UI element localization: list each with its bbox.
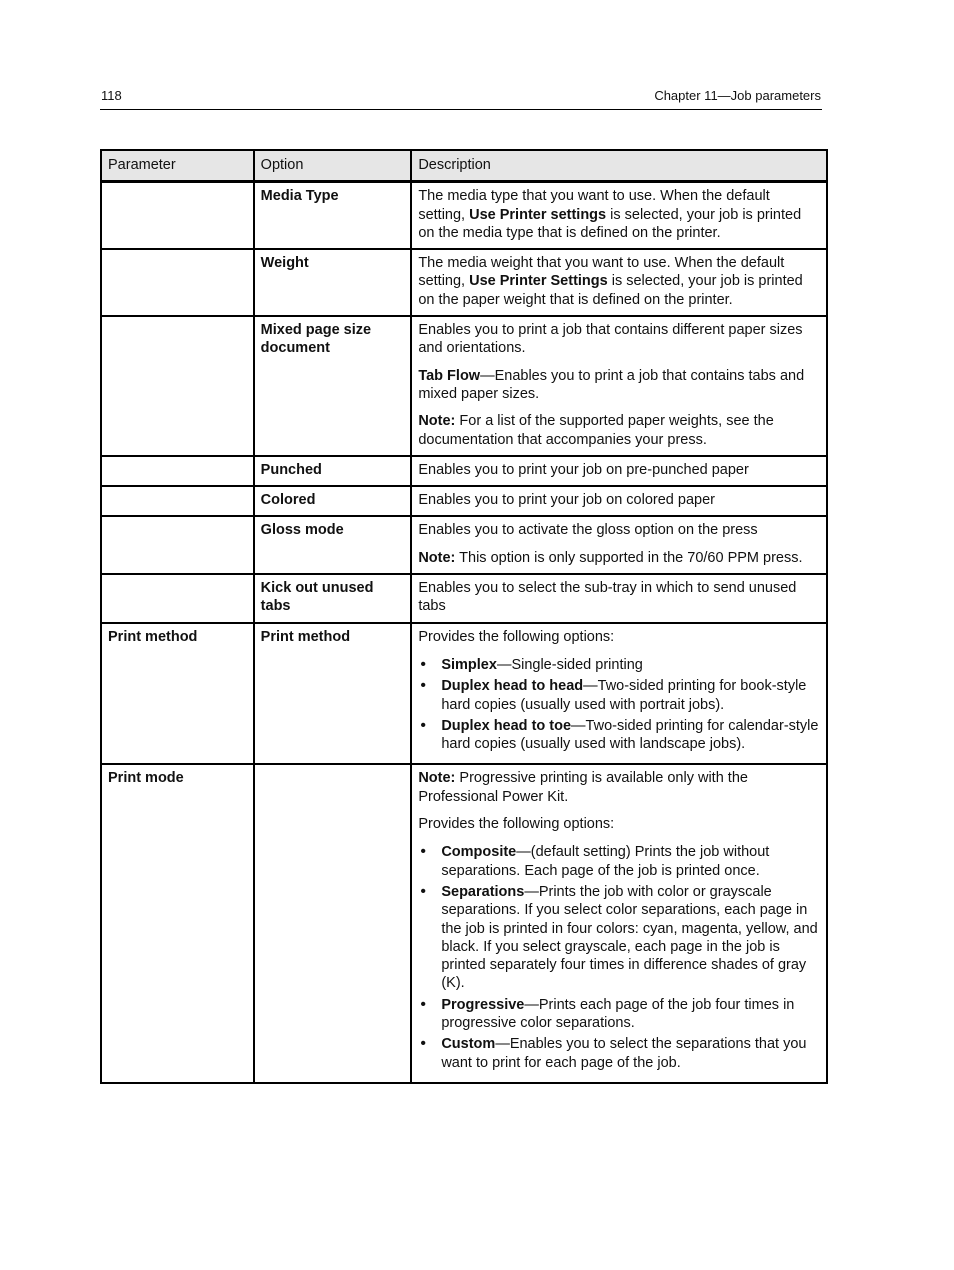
chapter-title: Chapter 11—Job parameters [654,88,821,103]
option-name: Composite [441,844,517,861]
parameter-cell [101,456,254,486]
description-cell [411,516,827,574]
column-header-parameter: Parameter [101,150,254,182]
column-header-description: Description [411,150,827,182]
table-row [101,516,827,574]
note-text: This option is only supported in the 70/60 PPM press. [455,549,803,566]
column-header-option: Option [254,150,412,182]
description-text: Enables you to print a job that contains different paper sizes and orientations. [418,322,803,357]
description-cell [411,182,827,249]
options-list [418,656,820,753]
table-row [101,486,827,516]
description-bold: Use Printer settings [469,206,607,223]
option-name: Simplex [441,656,497,673]
description-cell [411,316,827,456]
option-cell: Mixed page size document [254,316,412,456]
option-name: Separations [441,883,525,900]
option-text: —Enables you to select the separations that you want to print for each page of the job. [441,1036,807,1071]
options-intro: Provides the following options: [418,816,615,833]
description-cell [411,249,827,316]
parameter-cell [101,182,254,249]
option-name: Progressive [441,996,525,1013]
job-parameters-table [100,149,828,1084]
description-cell: Enables you to select the sub-tray in which to send unused tabs [411,574,827,623]
page-number: 118 [101,88,122,103]
option-name: Custom [441,1036,496,1053]
list-item [418,677,820,714]
parameter-cell [101,249,254,316]
option-cell: Gloss mode [254,516,412,574]
description-text: Enables you to activate the gloss option on the press [418,522,758,539]
option-text: —Prints each page of the job four times in progressive color separations. [441,996,795,1031]
note-label: Note: [418,549,456,566]
parameter-cell [101,486,254,516]
note-label: Note: [418,770,456,787]
option-name: Duplex head to toe [441,717,572,734]
note-text: For a list of the supported paper weights, see the documentation that accompanies your press. [418,413,774,448]
option-text: —Single-sided printing [496,656,643,673]
description-cell: Enables you to print your job on pre-punched paper [411,456,827,486]
table-row [101,316,827,456]
parameter-cell [101,574,254,623]
table-row [101,249,827,316]
tab-flow-label: Tab Flow [418,367,481,384]
description-text: is selected, your job is printed on the paper weight that is defined on the printer. [418,273,803,308]
description-cell: Enables you to print your job on colored paper [411,486,827,516]
option-text: —Two-sided printing for calendar-style hard copies (usually used with landscape jobs). [441,717,819,753]
option-cell [254,764,412,1082]
option-cell: Print method [254,623,412,765]
list-item [418,843,820,880]
tab-flow-text: —Enables you to print a job that contains tabs and mixed paper sizes. [418,367,805,402]
tab-flow-paragraph [418,367,820,404]
option-text: —(default setting) Prints the job without separations. Each page of the job is printed once. [441,844,770,879]
parameter-cell [101,516,254,574]
table-row [101,623,827,765]
table-row [101,182,827,249]
option-name: Duplex head to head [441,678,584,695]
note-paragraph [418,769,820,806]
table-row [101,456,827,486]
table-row [101,574,827,623]
option-cell: Weight [254,249,412,316]
list-item [418,656,820,674]
list-item [418,717,820,754]
option-cell: Media Type [254,182,412,249]
note-text: Progressive printing is available only with the Professional Power Kit. [418,770,748,805]
description-cell [411,623,827,765]
option-text: —Two-sided printing for book-style hard copies (usually used with portrait jobs). [441,678,807,713]
note-paragraph [418,412,820,449]
parameter-cell: Print method [101,623,254,765]
list-item [418,996,820,1033]
table-header-row [101,150,827,182]
option-cell: Kick out unused tabs [254,574,412,623]
header-divider [100,109,822,110]
description-bold: Use Printer Settings [469,273,608,290]
note-label: Note: [418,413,456,430]
options-list [418,843,820,1072]
description-text: is selected, your job is printed on the media type that is defined on the printer. [418,206,802,241]
parameter-cell: Print mode [101,764,254,1082]
description-cell [411,764,827,1082]
description-text: The media type that you want to use. When the default setting, [418,188,770,223]
description-text: The media weight that you want to use. When the default setting, [418,255,785,290]
table-row [101,764,827,1082]
option-text: —Prints the job with color or grayscale separations. If you select color separations, each page in the job is printed in four colors: cyan, magenta, yellow, and black. If you select grayscale, each page in the job is printed separately four times in difference shades of gray (K). [441,883,818,992]
note-paragraph [418,549,820,567]
list-item [418,1035,820,1072]
list-item [418,883,820,993]
option-cell: Punched [254,456,412,486]
options-intro: Provides the following options: [418,628,615,645]
parameter-cell [101,316,254,456]
option-cell: Colored [254,486,412,516]
